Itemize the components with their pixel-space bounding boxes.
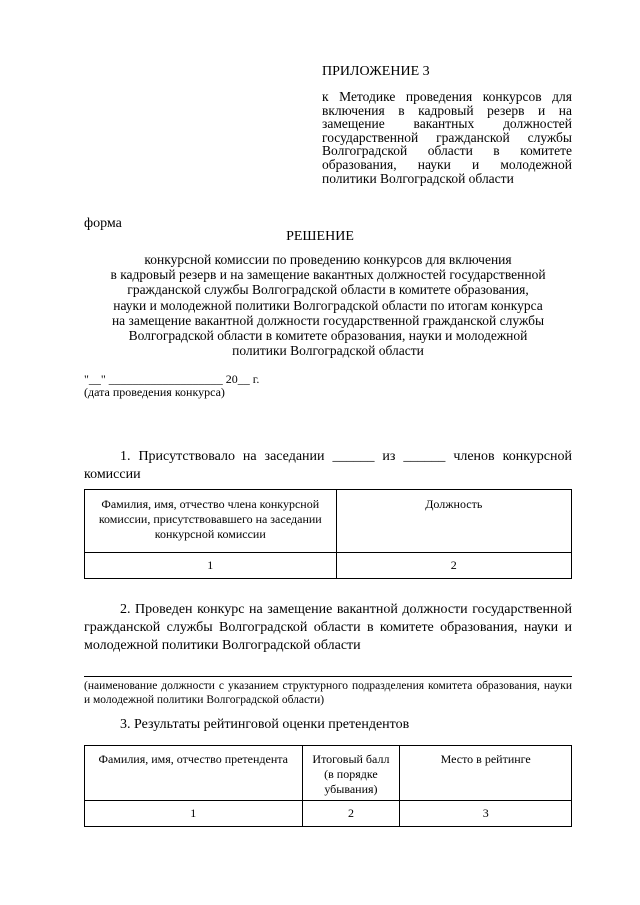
section-3-text: 3. Результаты рейтинговой оценки претендентов <box>120 717 410 732</box>
column-number: 2 <box>336 553 571 579</box>
decision-subtitle-line: политики Волгоградской области <box>232 343 424 359</box>
decision-subtitle-line: гражданской службы Волгоградской области в комитете образования, <box>127 282 529 298</box>
table-header-row <box>85 746 572 801</box>
table-header-row <box>85 490 572 553</box>
appendix-reference: к Методике проведения конкурсов для включения в кадровый резерв и на замещение вакантных должностей государственной гражданской службы Волгоградской области в комитете образования, науки и молодежной политики Волгоградской области <box>322 89 572 186</box>
decision-subtitle-line: Волгоградской области в комитете образования, науки и молодежной <box>128 328 528 344</box>
decision-subtitle-line: науки и молодежной политики Волгоградской области по итогам конкурса <box>113 297 543 313</box>
rating-table <box>84 745 572 827</box>
decision-subtitle-line: в кадровый резерв и на замещение вакантных должностей государственной <box>110 267 546 283</box>
date-caption: (дата проведения конкурса) <box>84 385 225 399</box>
section-2-text: 2. Проведен конкурс на замещение вакантной должности государственной гражданской службы Волгоградской области в комитете образования, науки и молодежной политики Волгоградской области <box>84 602 572 653</box>
appendix-title: ПРИЛОЖЕНИЕ 3 <box>322 64 430 79</box>
decision-title: РЕШЕНИЕ <box>286 229 354 244</box>
position-caption: (наименование должности с указанием структурного подразделения комитета образования, науки и молодежной политики Волгоградской области) <box>84 680 572 706</box>
decision-subtitle-line: на замещение вакантной должности государственной гражданской службы <box>111 312 545 328</box>
decision-subtitle-line: конкурсной комиссии по проведению конкурсов для включения <box>144 252 512 267</box>
attendance-table <box>84 489 572 579</box>
column-number: 1 <box>85 801 303 827</box>
header-candidate-name: Фамилия, имя, отчество претендента <box>85 746 303 801</box>
section-1-text: 1. Присутствовало на заседании ______ из ______ членов конкурсной комиссии <box>84 449 572 482</box>
header-member-name: Фамилия, имя, отчество члена конкурсной комиссии, присутствовавшего на заседании конкурсной комиссии <box>85 490 337 553</box>
header-position: Должность <box>336 490 571 553</box>
column-number: 2 <box>302 801 400 827</box>
position-fill-line <box>84 676 572 677</box>
column-number: 3 <box>400 801 572 827</box>
column-number: 1 <box>85 553 337 579</box>
table-number-row <box>85 801 572 827</box>
table-number-row <box>85 553 572 579</box>
header-total-score: Итоговый балл (в порядке убывания) <box>302 746 400 801</box>
decision-subtitle <box>84 252 572 358</box>
form-label: форма <box>84 216 122 231</box>
header-rating-place: Место в рейтинге <box>400 746 572 801</box>
date-field: "__" ___________________ 20__ г. <box>84 372 260 386</box>
